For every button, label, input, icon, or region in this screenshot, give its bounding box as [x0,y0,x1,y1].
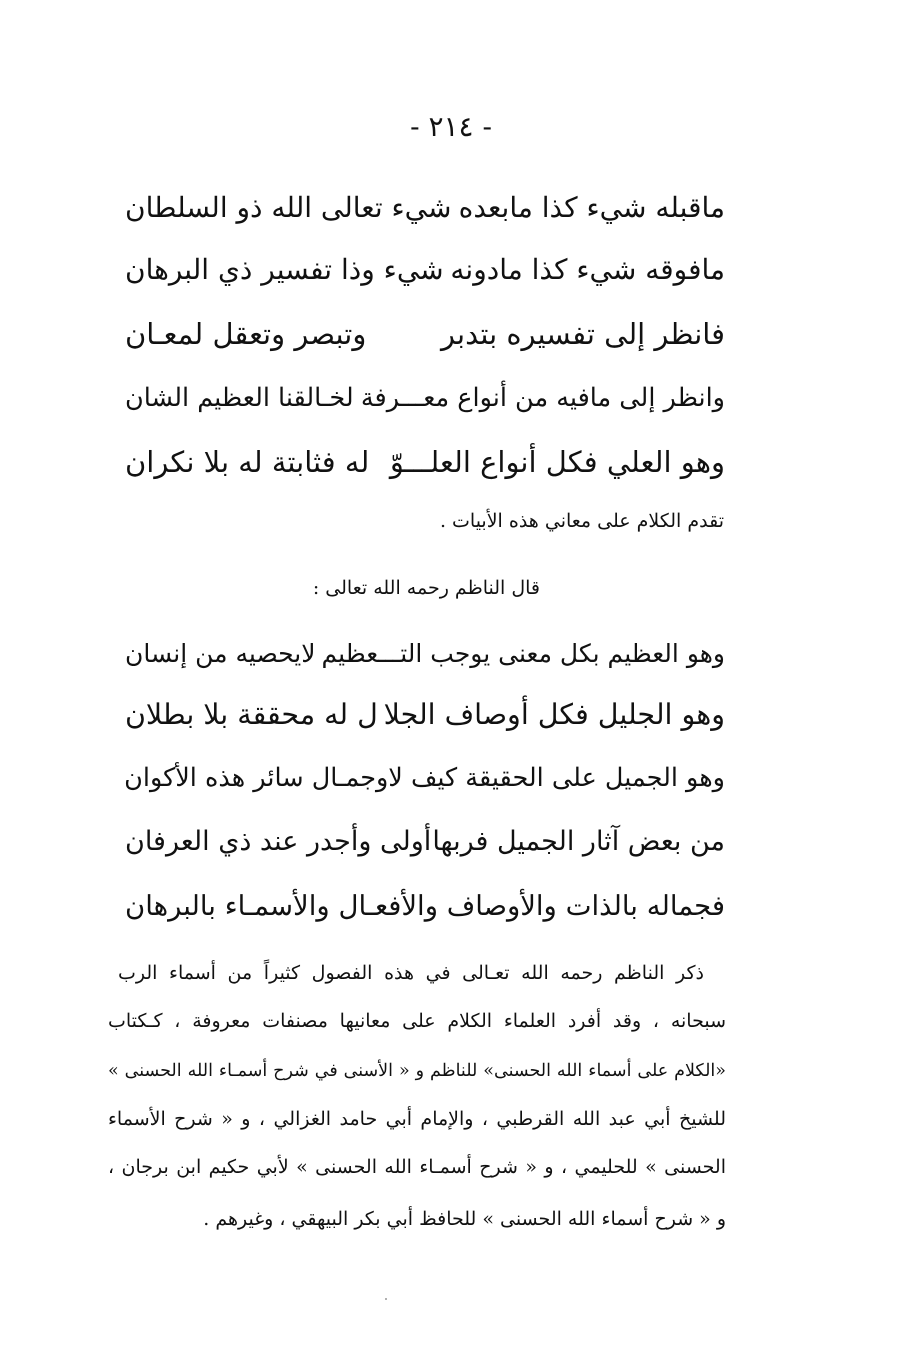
commentary-line: «الكلام على أسماء الله الحسنى» للناظم و « الأسنى في شرح أسمـاء الله الحسنى » [108,1061,726,1081]
verse-line [125,758,725,798]
commentary-line: سبحانه ، وقد أفرد العلماء الكلام على معانيها مصنفات معروفة ، كـكتاب [108,1010,726,1032]
verse-line [125,250,725,290]
verse-line [125,378,725,418]
commentary-line: ذكر الناظم رحمه الله تعـالى في هذه الفصول كثيراً من أسماء الرب [118,962,704,984]
verse-line [125,188,725,228]
verse-first-hemistich: وهو الجميل على الحقيقة كيف لا [388,763,725,793]
verse-second-hemistich: وتبصر وتعقل لمعـان [125,317,367,351]
verse-first-hemistich: وانظر إلى مافيه من أنواع معـــرفة [360,383,725,413]
section-intro: قال الناظم رحمه الله تعالى : [312,577,540,599]
paper-speck [385,1298,387,1300]
verse-line [125,822,725,862]
verse-line [125,695,725,735]
verse-second-hemistich: شيء تعالى الله ذو السلطان [125,191,452,224]
verse-first-hemistich: مافوقه شيء كذا مادونه [450,253,725,286]
verse-line [125,442,725,482]
verse-second-hemistich: والأسمـاء بالبرهان [125,890,330,922]
verse-first-hemistich: وهو العظيم بكل معنى يوجب التـــعظيم [321,639,725,668]
verse-line [125,314,725,354]
commentary-line: للشيخ أبي عبد الله القرطبي ، والإمام أبي حامد الغزالي ، و « شرح الأسماء [108,1108,726,1130]
verse-first-hemistich: ماقبله شيء كذا مابعده [458,191,725,224]
verse-second-hemistich: وجمـال سائر هذه الأكوان [124,763,389,793]
commentary-line: الحسنى » للحليمي ، و « شرح أسمـاء الله الحسنى » لأبي حكيم ابن برجان ، [108,1156,726,1178]
commentary-note: تقدم الكلام على معاني هذه الأبيات . [439,510,724,532]
verse-first-hemistich: وهو العلي فكل أنواع العلـــوّ [389,445,725,479]
verse-second-hemistich: شيء وذا تفسير ذي البرهان [125,253,444,286]
verse-line [125,634,725,674]
page-number: - ٢١٤ - [410,110,492,143]
verse-first-hemistich: فجماله بالذات والأوصاف والأفعـال [338,890,725,922]
verse-second-hemistich: له فثابتة له بلا نكران [125,445,370,479]
verse-first-hemistich: وهو الجليل فكل أوصاف الجلا [383,698,725,731]
verse-second-hemistich: ل له محققة بلا بطلان [125,698,378,731]
verse-second-hemistich: لايحصيه من إنسان [125,639,316,668]
verse-line [125,886,725,926]
verse-first-hemistich: فانظر إلى تفسيره بتدبر [441,317,725,351]
verse-second-hemistich: لخـالقنا العظيم الشان [125,383,354,413]
verse-first-hemistich: من بعض آثار الجميل فربها [432,826,725,857]
commentary-line: و « شرح أسماء الله الحسنى » للحافظ أبي بكر البيهقي ، وغيرهم . [203,1208,726,1230]
verse-second-hemistich: أولى وأجدر عند ذي العرفان [125,826,432,857]
